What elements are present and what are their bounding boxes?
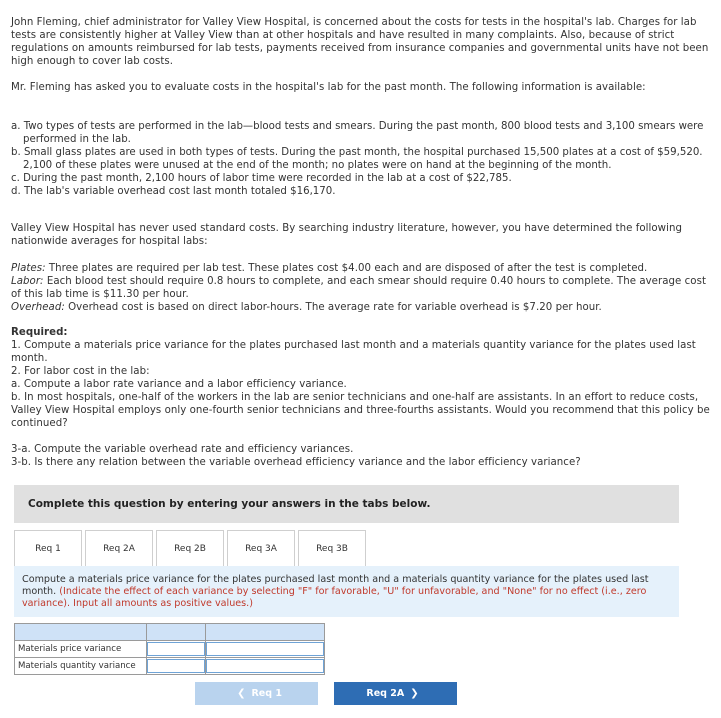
table-row	[15, 658, 325, 675]
price-variance-amount-input[interactable]	[147, 642, 205, 656]
required-section	[11, 326, 715, 469]
required-2: 2. For labor cost in the lab:	[11, 366, 150, 377]
required-3b: 3-b. Is there any relation between the variable overhead efficiency variance and the labor efficiency variance?	[11, 457, 581, 468]
quantity-variance-effect-select[interactable]	[206, 659, 324, 673]
fact-b: b. Small glass plates are used in both types of tests. During the past month, the hospital purchased 15,500 plates at a cost of $59,520. 2,100 of these plates were unused at the end of the month; no plates were on hand at the beginning of the month.	[11, 147, 703, 171]
intro-text: John Fleming, chief administrator for Valley View Hospital, is concerned about the costs for tests in the hospital's lab. Charges for lab tests are consistently higher at Valley View than at other hospitals and have resulted in many complaints. Also, because of strict regulations on amounts reimbursed for lab tests, payments received from insurance companies and governmental units have not been high enough to cover lab costs.	[11, 17, 709, 67]
tab-req-3b[interactable]: Req 3B	[298, 530, 366, 566]
tab-req-1[interactable]: Req 1	[14, 530, 82, 567]
standards-details	[11, 262, 715, 314]
chevron-left-icon: ❮	[237, 688, 246, 699]
row-label-price-variance: Materials price variance	[15, 641, 147, 658]
req-tabs	[14, 530, 369, 566]
standards-intro: Valley View Hospital has never used standard costs. By searching industry literature, however, you have determined the following nationwide averages for hospital labs:	[11, 223, 682, 247]
quantity-variance-amount-input[interactable]	[147, 659, 205, 673]
fact-a: a. Two types of tests are performed in the lab—blood tests and smears. During the past month, 800 blood tests and 3,100 smears were performed in the lab.	[11, 121, 704, 145]
prev-req-button[interactable]	[195, 682, 318, 705]
variance-table	[14, 623, 325, 675]
intro-text-2: Mr. Fleming has asked you to evaluate costs in the hospital's lab for the past month. The following information is available:	[11, 82, 646, 93]
intro-paragraph	[11, 16, 715, 68]
row-label-quantity-variance: Materials quantity variance	[15, 658, 147, 675]
instructions-main: Compute a materials price variance for the plates purchased last month and a materials quantity variance for the plates used last month.	[22, 574, 649, 597]
tab-req-2b[interactable]: Req 2B	[156, 530, 224, 566]
intro-paragraph-2	[11, 81, 715, 94]
required-3a: 3-a. Compute the variable overhead rate and efficiency variances.	[11, 444, 354, 455]
required-heading: Required:	[11, 327, 68, 338]
next-req-label: Req 2A	[366, 688, 405, 699]
required-2b: b. In most hospitals, one-half of the workers in the lab are senior technicians and one-half are assistants. In an effort to reduce costs, Valley View Hospital employs only one-fourth senior technicians and three-fourths assistants. Would you recommend that this policy be continued?	[11, 392, 710, 429]
instructions-panel	[14, 566, 679, 617]
instructions-note: (Indicate the effect of each variance by selecting "F" for favorable, "U" for unfavorable, and "None" for no effect (i.e., zero variance). Input all amounts as positive values.)	[22, 586, 647, 609]
table-row	[15, 641, 325, 658]
fact-d: d. The lab's variable overhead cost last month totaled $16,170.	[11, 186, 336, 197]
prev-req-label: Req 1	[251, 688, 282, 699]
chevron-right-icon: ❯	[410, 688, 419, 699]
labor-standard: Labor: Each blood test should require 0.8 hours to complete, and each smear should require 0.40 hours to complete. The average cost of this lab time is $11.30 per hour.	[11, 276, 706, 300]
question-banner: Complete this question by entering your answers in the tabs below.	[14, 485, 679, 523]
required-1: 1. Compute a materials price variance for the plates purchased last month and a materials quantity variance for the plates used last month.	[11, 340, 696, 364]
fact-c: c. During the past month, 2,100 hours of labor time were recorded in the lab at a cost of $22,785.	[11, 173, 512, 184]
facts-list	[11, 120, 715, 198]
price-variance-effect-select[interactable]	[206, 642, 324, 656]
overhead-standard: Overhead: Overhead cost is based on direct labor-hours. The average rate for variable overhead is $7.20 per hour.	[11, 302, 602, 313]
tab-req-2a[interactable]: Req 2A	[85, 530, 153, 566]
table-header-row	[15, 624, 325, 641]
next-req-button[interactable]	[334, 682, 457, 705]
required-2a: a. Compute a labor rate variance and a labor efficiency variance.	[11, 379, 347, 390]
tab-req-3a[interactable]: Req 3A	[227, 530, 295, 566]
plates-standard: Plates: Three plates are required per lab test. These plates cost $4.00 each and are disposed of after the test is completed.	[11, 263, 648, 274]
